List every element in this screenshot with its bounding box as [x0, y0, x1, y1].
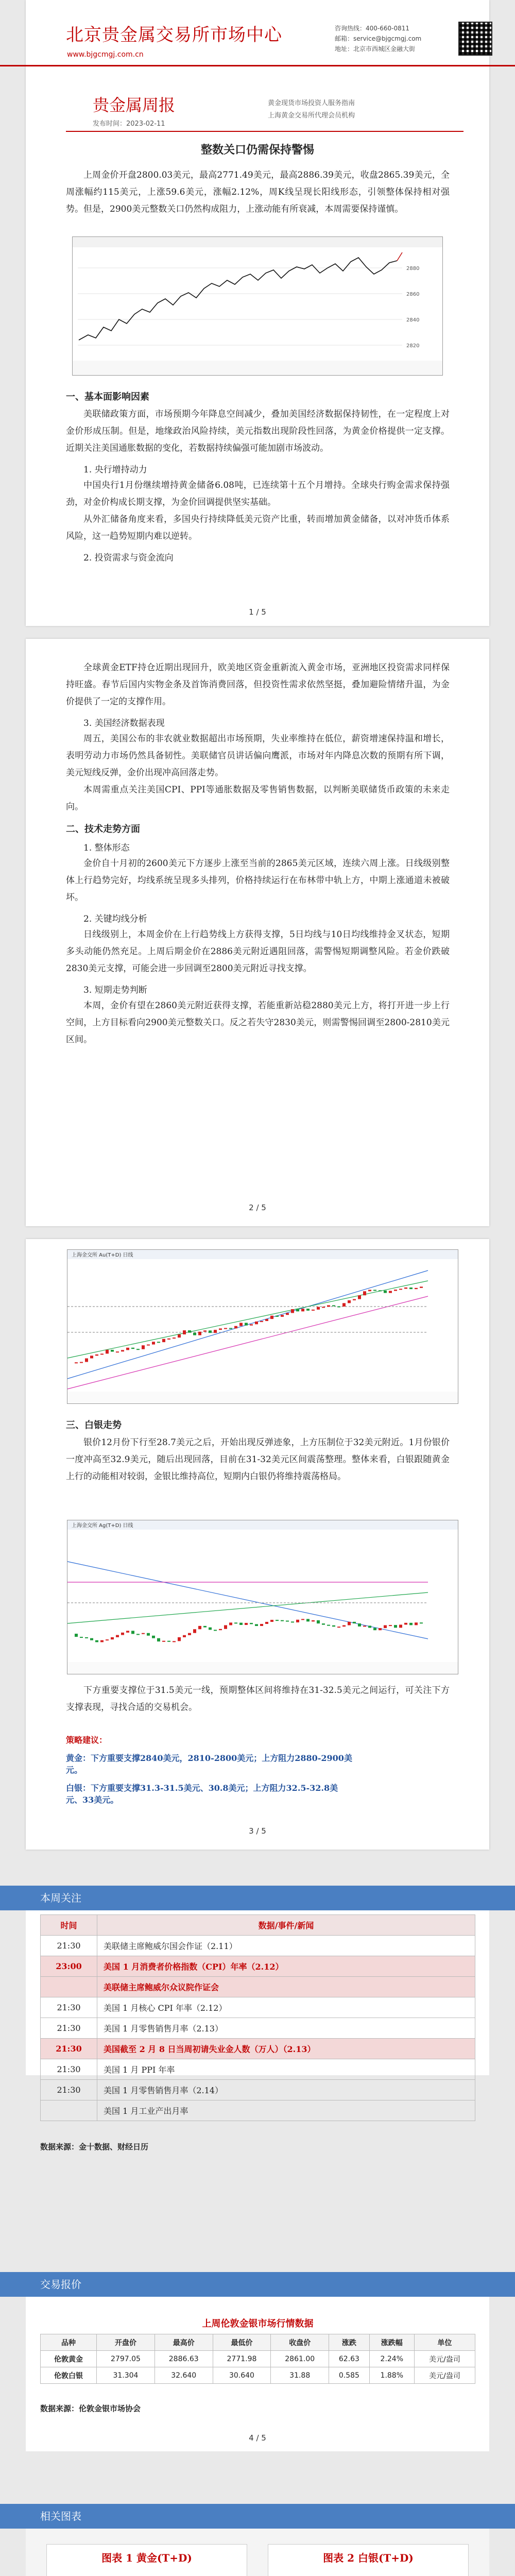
candle [296, 1620, 299, 1622]
calendar-time [41, 1977, 97, 1997]
candle [75, 1634, 78, 1637]
page-number: 3 / 5 [249, 1826, 266, 1836]
candle [173, 1641, 176, 1642]
candle [100, 1353, 104, 1354]
candle [136, 1349, 140, 1350]
price-band: 交易报价 [0, 2272, 515, 2297]
strategy-label: 策略建议： [66, 1735, 108, 1745]
paragraph: 本周需重点关注美国CPI、PPI等通胀数据及零售销售数据，以判断美联储货币政策的未来走向。 [66, 785, 450, 812]
calendar-row [41, 1956, 475, 1977]
candle [399, 1624, 402, 1628]
calendar-event: 美联储主席鲍威尔众议院作证会 [97, 1977, 475, 1997]
strategy-box [66, 1734, 354, 1811]
col-time: 时间 [41, 1915, 97, 1936]
page-2 [26, 639, 489, 1226]
svg-text:2820: 2820 [406, 343, 420, 349]
calendar-time: 21:30 [41, 2059, 97, 2080]
calendar-row [41, 2039, 475, 2059]
candle [420, 1622, 423, 1623]
candle [193, 1629, 196, 1633]
price-cell: 伦敦白银 [41, 2367, 97, 2384]
candle [291, 1309, 294, 1313]
candle [368, 1625, 371, 1628]
candle [373, 1290, 376, 1291]
calendar-row [41, 1977, 475, 1997]
candle [229, 1622, 232, 1625]
candle [167, 1641, 170, 1642]
candle [126, 1631, 129, 1632]
calendar-time: 21:30 [41, 1997, 97, 2018]
contact-address: 地址：北京市西城区金融大街 [335, 45, 416, 53]
candle [363, 1291, 366, 1295]
calendar-row [41, 2059, 475, 2080]
candle [342, 1625, 346, 1627]
calendar-row [41, 2080, 475, 2100]
gold-candle-svg [67, 1250, 458, 1403]
section-heading-technical: 二、技术走势方面 [66, 824, 140, 835]
candle [75, 1362, 78, 1363]
paragraph: 周五，美国公布的非农就业数据超出市场预期，失业率维持在低位，薪资增速保持温和增长，表明劳动力市场仍然具备韧性。美联储官员讲话偏向鹰派，市场对年内降息次数的预期有所下调，美元短线反弹，金价出现冲高回落走势。 [66, 734, 450, 778]
candle [121, 1633, 124, 1635]
candle [322, 1623, 325, 1624]
calendar-event: 美国截至 2 月 8 日当周初请失业金人数（万人）（2.13） [97, 2039, 475, 2059]
candle [353, 1622, 356, 1623]
section-heading-fundamentals: 一、基本面影响因素 [66, 392, 149, 402]
candle [394, 1625, 397, 1628]
price-cell: 1.88% [369, 2367, 414, 2384]
price-source: 数据来源：伦敦金银市场协会 [40, 2404, 141, 2413]
paragraph: 从外汇储备角度来看，多国央行持续降低美元资产比重，转而增加黄金储备，以对冲货币体系风险，这一趋势短期内难以逆转。 [66, 514, 450, 541]
price-header: 最低价 [213, 2334, 271, 2351]
candle [219, 1329, 222, 1330]
page1-body-text [66, 383, 450, 565]
candle [106, 1639, 109, 1640]
candle [358, 1295, 361, 1299]
page-number: 1 / 5 [249, 607, 266, 617]
page2-body-text [66, 659, 450, 1048]
calendar-band: 本周关注 [0, 1886, 515, 1910]
price-cell: 美元/盎司 [414, 2351, 475, 2367]
chart-gold-td [46, 2544, 247, 2576]
calendar-event: 美国 1 月零售销售月率（2.14） [97, 2080, 475, 2100]
svg-text:2840: 2840 [406, 317, 420, 323]
calendar-time: 21:30 [41, 1936, 97, 1956]
calendar-time [41, 2100, 97, 2121]
candle [270, 1316, 273, 1319]
page-3 [26, 1239, 489, 1850]
candle [291, 1621, 294, 1622]
candle [348, 1622, 351, 1625]
candle [142, 1633, 145, 1634]
candle [121, 1350, 124, 1351]
candle [245, 1323, 248, 1326]
candle [90, 1355, 93, 1358]
calendar-event: 美国 1 月 PPI 年率 [97, 2059, 475, 2080]
price-header: 单位 [414, 2334, 475, 2351]
candle [85, 1637, 88, 1638]
candle [270, 1620, 273, 1622]
subheading: 1. 整体形态 [83, 843, 130, 853]
calendar-time: 21:30 [41, 2080, 97, 2100]
price-header: 涨跌 [329, 2334, 370, 2351]
page-1-body [26, 66, 489, 626]
candle [342, 1303, 346, 1307]
price-table-title: 上周伦敦金银市场行情数据 [202, 2318, 314, 2329]
candle [399, 1289, 402, 1290]
candle [317, 1620, 320, 1623]
candle [147, 1633, 150, 1636]
candle [85, 1359, 88, 1362]
candle [389, 1625, 392, 1626]
price-section [26, 2297, 489, 2451]
gold-strategy: 黄金：下方重要支撑2840美元，2810-2800美元；上方阻力2880-2900美元。 [66, 1753, 352, 1775]
page-number: 2 / 5 [249, 1203, 266, 1212]
candle [394, 1290, 397, 1291]
candle [198, 1332, 201, 1335]
svg-text:2860: 2860 [406, 292, 420, 297]
candle [131, 1631, 134, 1634]
silver-section [66, 1412, 450, 1485]
chart-silver-td [268, 2544, 469, 2576]
candle [255, 1321, 258, 1324]
candle [167, 1338, 170, 1340]
candle [209, 1330, 212, 1333]
paragraph: 金价自十月初的2600美元下方逐步上涨至当前的2865美元区域，连续六周上涨。日线级别整体上行趋势完好，均线系统呈现多头排列，价格持续运行在布林带中轨上方，中期上涨通道未被破坏。 [66, 858, 450, 903]
candle [178, 1334, 181, 1337]
brand-url[interactable]: www.bjgcmgj.com.cn [67, 50, 144, 59]
price-cell: 2.24% [369, 2351, 414, 2367]
subheading: 2. 关键均线分析 [83, 914, 147, 924]
price-cell: 30.640 [213, 2367, 271, 2384]
silver-conclusion [66, 1682, 450, 1716]
candle [152, 1636, 155, 1638]
candle [239, 1323, 243, 1326]
candle [111, 1637, 114, 1639]
calendar-time: 21:30 [41, 2018, 97, 2039]
candle [126, 1348, 129, 1350]
price-cell: 32.640 [154, 2367, 213, 2384]
chart-title: 上海金交所 Ag(T+D) 日线 [72, 1523, 133, 1529]
candle [332, 1305, 335, 1306]
candle [203, 1330, 207, 1331]
price-cell: 美元/盎司 [414, 2367, 475, 2384]
silver-strategy: 白银：下方重要支撑31.3-31.5美元、30.8美元；上方阻力32.5-32.8美元、33美元。 [66, 1783, 338, 1805]
candle [420, 1286, 423, 1287]
charts-band: 相关图表 [0, 2504, 515, 2529]
candle [239, 1623, 243, 1625]
price-cell: 2797.05 [97, 2351, 155, 2367]
calendar-event: 美国 1 月消费者价格指数（CPI）年率（2.12） [97, 1956, 475, 1977]
calendar-row [41, 1936, 475, 1956]
price-header: 开盘价 [97, 2334, 155, 2351]
candle [188, 1330, 191, 1333]
candle [209, 1628, 212, 1630]
candle [276, 1316, 279, 1317]
intro-paragraph: 上周金价开盘2800.03美元，最高2771.49美元，最高2886.39美元，收盘2865.39美元，全周涨幅约115美元，上涨59.6美元，涨幅2.12%，周K线呈现长阳线形态，引领整体保持相对强势。但是，2900美元整数关口仍然构成阻力，上涨动能有所衰减，本周需要保持谨慎。 [66, 170, 450, 214]
calendar-event: 美联储主席鲍威尔国会作证（2.11） [97, 1936, 475, 1956]
candle [384, 1291, 387, 1293]
calendar-event: 美国 1 月核心 CPI 年率（2.12） [97, 1997, 475, 2018]
calendar-row [41, 2018, 475, 2039]
col-event: 数据/事件/新闻 [97, 1915, 475, 1936]
candle [162, 1641, 165, 1642]
candle [317, 1307, 320, 1310]
issue-date: 发布时间：2023-02-11 [93, 120, 165, 128]
calendar-row [41, 2100, 475, 2121]
candle [250, 1623, 253, 1624]
candle [260, 1321, 263, 1322]
subheader-1: 黄金现货市场投资人服务指南 [268, 99, 355, 107]
title-divider [66, 131, 464, 132]
candle [224, 1328, 227, 1329]
candle [322, 1307, 325, 1308]
candle [276, 1620, 279, 1621]
subheading: 1. 央行增持动力 [83, 465, 147, 475]
price-table [40, 2334, 475, 2384]
candle [157, 1638, 160, 1641]
candle [106, 1350, 109, 1354]
svg-text:2880: 2880 [406, 266, 420, 272]
candle [384, 1625, 387, 1629]
candle [188, 1633, 191, 1635]
subheading: 3. 美国经济数据表现 [83, 718, 165, 728]
candle [301, 1309, 304, 1311]
candle [80, 1362, 83, 1363]
price-cell: 2886.63 [154, 2351, 213, 2367]
charts-section [26, 2529, 489, 2576]
candle [409, 1287, 413, 1289]
subheading: 2. 投资需求与资金流向 [83, 553, 174, 563]
candle [281, 1315, 284, 1317]
calendar-time: 23:00 [41, 1956, 97, 1977]
calendar-time: 21:30 [41, 2039, 97, 2059]
candle [337, 1306, 340, 1307]
price-header: 收盘价 [271, 2334, 329, 2351]
brand-name: 北京贵金属交易所市场中心 [66, 25, 282, 45]
candle [306, 1309, 310, 1311]
candle [173, 1337, 176, 1338]
calendar-event: 美国 1 月零售销售月率（2.13） [97, 2018, 475, 2039]
price-cell: 伦敦黄金 [41, 2351, 97, 2367]
candle [404, 1287, 407, 1289]
calendar-section [26, 1910, 489, 2151]
calendar-source: 数据来源：金十数据、财经日历 [40, 2142, 149, 2151]
candle [312, 1310, 315, 1311]
candle [116, 1635, 119, 1637]
report-title: 贵金属周报 [93, 95, 176, 115]
candle [327, 1625, 330, 1626]
candle [265, 1319, 268, 1321]
candle [255, 1624, 258, 1626]
price-cell: 0.585 [329, 2367, 370, 2384]
candle [306, 1619, 310, 1621]
candle [353, 1299, 356, 1300]
candle [245, 1623, 248, 1625]
chart-title: 上海金交所 Au(T+D) 日线 [72, 1252, 133, 1258]
paragraph: 全球黄金ETF持仓近期出现回升，欧美地区资金重新流入黄金市场，亚洲地区投资需求同样保持旺盛。春节后国内实物金条及首饰消费回落，但投资性需求依然坚挺，叠加避险情绪升温，为金价提供了一定的支撑作用。 [66, 663, 450, 707]
candle [389, 1291, 392, 1293]
candle [214, 1630, 217, 1631]
gold-line-svg [73, 237, 442, 375]
candle [409, 1623, 413, 1625]
candle [348, 1300, 351, 1303]
candle [116, 1351, 119, 1352]
candle [147, 1345, 150, 1346]
calendar-event: 美国 1 月工业产出月率 [97, 2100, 475, 2121]
section-heading-silver: 三、白银走势 [66, 1420, 122, 1431]
candle [219, 1629, 222, 1630]
candle [358, 1623, 361, 1626]
intro-block [66, 167, 450, 218]
subheader-2: 上海黄金交易所代理会员机构 [268, 112, 355, 120]
candle [111, 1350, 114, 1352]
candle [100, 1640, 104, 1642]
candle [183, 1330, 186, 1334]
paragraph: 日线级别上，本周金价在上行趋势线上方获得支撑，5日均线与10日均线维持金叉状态，短期多头动能仍然充足。上周后期金价在2886美元附近遇阻回落，需警惕短期调整风险。若金价跌破2830美元支撑，可能会进一步回调至2800美元附近寻找支撑。 [66, 929, 450, 974]
candle [379, 1290, 382, 1291]
price-cell: 31.88 [271, 2367, 329, 2384]
price-cell: 2861.00 [271, 2351, 329, 2367]
candle [229, 1328, 232, 1329]
candle [312, 1620, 315, 1621]
candle [131, 1348, 134, 1349]
candle [337, 1626, 340, 1628]
candle [286, 1621, 289, 1622]
candle [404, 1623, 407, 1625]
candle [80, 1637, 83, 1638]
price-cell: 2771.98 [213, 2351, 271, 2367]
candle [265, 1622, 268, 1624]
price-header: 涨跌幅 [369, 2334, 414, 2351]
paragraph: 美联储政策方面，市场预期今年降息空间减少，叠加美国经济数据保持韧性，在一定程度上对金价形成压制。但是，地缘政治风险持续，美元指数出现阶段性回落，为黄金价格提供一定支撑。近期关注美国通胀数据的变化，若数据持续偏强可能加剧市场波动。 [66, 409, 450, 453]
candle [363, 1625, 366, 1626]
candle [379, 1628, 382, 1630]
price-cell: 31.304 [97, 2367, 155, 2384]
price-header: 最高价 [154, 2334, 213, 2351]
price-cell: 62.63 [329, 2351, 370, 2367]
candle [162, 1339, 165, 1342]
candle [234, 1326, 237, 1329]
candle [178, 1637, 181, 1641]
article-title: 整数关口仍需保持警惕 [200, 143, 314, 157]
price-row [41, 2367, 475, 2384]
candle [415, 1288, 418, 1289]
subheading: 3. 短期走势判断 [83, 985, 147, 995]
candle [152, 1342, 155, 1344]
paragraph: 本周，金价有望在2860美元附近获得支撑，若能重新站稳2880美元上方，将打开进一步上行空间，上方目标看向2900美元整数关口。反之若失守2830美元，则需警惕回调至2800-2810美元区间。 [66, 1001, 450, 1045]
chart-caption: 图表 1 黄金(T+D) [101, 2552, 192, 2564]
price-row [41, 2351, 475, 2367]
silver-candlestick-chart [67, 1520, 458, 1674]
candle [95, 1640, 98, 1642]
candle [332, 1625, 335, 1626]
candle [301, 1619, 304, 1620]
page-number: 4 / 5 [249, 2433, 266, 2443]
candle [327, 1305, 330, 1307]
candle [142, 1345, 145, 1349]
candle [281, 1620, 284, 1621]
candle [224, 1625, 227, 1629]
silver-candle-svg [67, 1520, 458, 1674]
chart-caption: 图表 2 白银(T+D) [323, 2552, 414, 2564]
candle [368, 1290, 371, 1291]
candle [415, 1622, 418, 1625]
candle [157, 1342, 160, 1343]
candle [136, 1634, 140, 1635]
candle [373, 1628, 376, 1631]
paragraph: 银价12月份下行至28.7美元之后，开始出现反弹迹象，上方压制位于32美元附近。1月份银价一度冲高至32.9美元，随后出现回落，目前在31-32美元区间震荡整理。整体来看，白银跟随黄金上行的动能相对较弱，金银比维持高位，短期内白银仍将维持震荡格局。 [66, 1437, 450, 1482]
contact-email: 邮箱：service@bjgcmgj.com [335, 35, 422, 42]
candle [193, 1333, 196, 1335]
contact-phone: 咨询热线：400-660-0811 [335, 25, 410, 32]
candle [234, 1622, 237, 1623]
candle [183, 1635, 186, 1637]
candle [214, 1330, 217, 1333]
candle [250, 1324, 253, 1325]
candle [203, 1626, 207, 1628]
candle [260, 1624, 263, 1626]
paragraph: 下方重要支撑位于31.5美元一线，预期整体区间将维持在31-32.5美元之间运行，可关注下方支撑表现，寻找合适的交易机会。 [66, 1685, 450, 1713]
qr-code-icon [458, 22, 492, 56]
price-header: 品种 [41, 2334, 97, 2351]
gold-intraday-chart [72, 236, 443, 376]
gold-candlestick-chart [67, 1249, 458, 1404]
calendar-table [40, 1914, 475, 2121]
paragraph: 中国央行1月份继续增持黄金储备6.08吨，已连续第十五个月增持。全球央行购金需求保持强劲，对金价构成长期支撑，为金价回调提供坚实基础。 [66, 480, 450, 507]
candle [296, 1309, 299, 1311]
calendar-row [41, 1997, 475, 2018]
candle [90, 1638, 93, 1640]
candle [198, 1626, 201, 1629]
candle [286, 1313, 289, 1315]
candle [95, 1354, 98, 1355]
